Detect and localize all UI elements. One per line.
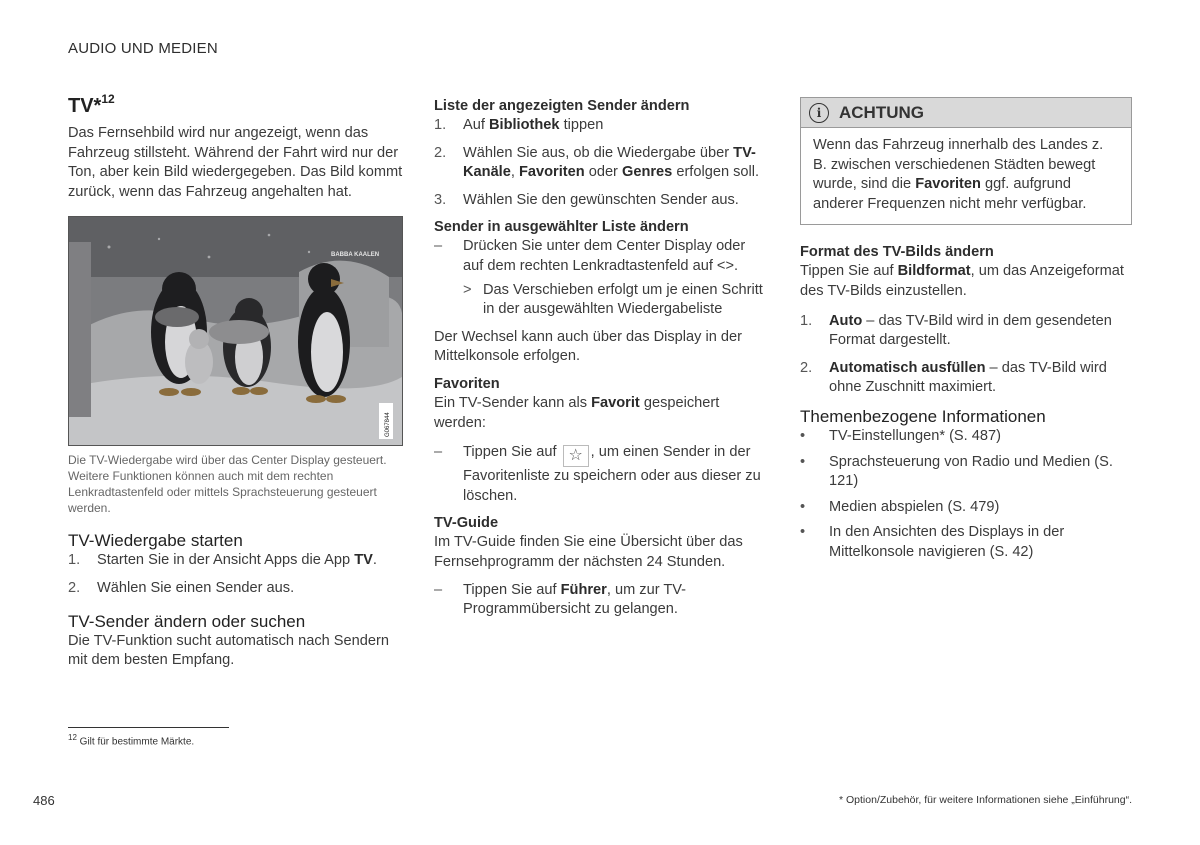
footer-note: * Option/Zubehör, für weitere Informationen siehe „Einführung“. [839, 794, 1132, 806]
warning-title: ACHTUNG [839, 102, 924, 122]
list-item: 2. Wählen Sie aus, ob die Wiedergabe über TV-Kanäle, Favoriten oder Genres erfolgen soll. [434, 144, 760, 181]
list-item: – Drücken Sie unter dem Center Display oder auf dem rechten Lenkradtastenfeld auf <>. > Das Verschieben erfolgt um je einen Schritt in der ausgewählten Wiedergabeliste [434, 237, 769, 319]
star-icon: ☆ [563, 445, 589, 467]
related-link[interactable]: • In den Ansichten des Displays in der Mittelkonsole navigieren (S. 42) [800, 524, 1065, 560]
info-icon: i [809, 103, 829, 123]
heading-list-change: Liste der angezeigten Sender ändern [434, 98, 690, 114]
list-item: 1. Auf Bibliothek tippen [434, 117, 604, 133]
column-3 [800, 97, 1132, 571]
column-2 [434, 97, 769, 628]
penguin-scene-illustration [69, 217, 402, 445]
heading-format: Format des TV-Bilds ändern [800, 244, 994, 261]
footnote-divider [68, 727, 229, 728]
image-caption: Die TV-Wiedergabe wird über das Center Display gesteuert. Weitere Funktionen können auch mit dem rechten Lenkradtastenfeld oder mittels Sprachsteuerung gesteuert werden. [68, 453, 387, 516]
page-title: TV*$^{12}$ [68, 92, 115, 117]
heading-favorites: Favoriten [434, 375, 500, 392]
related-link[interactable]: • TV-Einstellungen* (S. 487) [800, 427, 1001, 444]
heading-related: Themenbezogene Informationen [800, 406, 1046, 426]
list-item: – Tippen Sie auf ☆ , um einen Sender in der Favoritenliste zu speichern oder aus dieser zu löschen. [434, 444, 761, 504]
list-item: 2. Wählen Sie einen Sender aus. [68, 579, 295, 596]
format-paragraph: Tippen Sie auf Bildformat, um das Anzeigeformat des TV-Bilds einzustellen. [800, 263, 1124, 299]
warning-header [801, 98, 1131, 128]
list-item: 2. Automatisch ausfüllen – das TV-Bild wird ohne Zuschnitt maximiert. [800, 359, 1107, 396]
heading-tv-guide: TV-Guide [434, 515, 499, 532]
intro-paragraph: Das Fernsehbild wird nur angezeigt, wenn das Fahrzeug stillsteht. Während der Fahrt wird nur der Ton, aber kein Bild wiedergegeben. Das Bild kommt zurück, wenn das Fahrzeug angehalten hat. [68, 125, 403, 200]
image-code: G067844 [385, 412, 391, 438]
list-item: – Tippen Sie auf Führer, um zur TV-Programmübersicht zu gelangen. [434, 581, 687, 618]
related-link[interactable]: • Sprachsteuerung von Radio und Medien (S. 121) [800, 453, 1113, 490]
section-header: AUDIO UND MEDIEN [68, 40, 218, 57]
heading-selected-list: Sender in ausgewählter Liste ändern [434, 219, 689, 236]
wechsel-paragraph: Der Wechsel kann auch über das Display in der Mittelkonsole erfolgen. [434, 328, 742, 365]
sub-list-item: > Das Verschieben erfolgt um je einen Schritt in der ausgewählten Wiedergabeliste [463, 281, 763, 318]
warning-box [800, 97, 1132, 225]
favorites-paragraph: Ein TV-Sender kann als Favorit gespeichert werden: [434, 394, 720, 431]
warning-body: Wenn das Fahrzeug innerhalb des Landes z. B. zwischen verschiedenen Städten bewegt wurde, sind die Favoriten ggf. aufgrund anderer Frequenzen nicht mehr verfügbar. [813, 137, 1104, 212]
image-watermark: BABBA KAALEN [331, 252, 380, 259]
list-item: 1. Auto – das TV-Bild wird in dem gesendeten Format dargestellt. [800, 312, 1112, 349]
list-item: 1. Starten Sie in der Ansicht Apps die App TV. [68, 552, 377, 569]
related-link[interactable]: • Medien abspielen (S. 479) [800, 498, 1000, 515]
page-number: 486 [33, 793, 55, 808]
tv-screenshot-image [68, 216, 403, 446]
heading-tv-start: TV-Wiedergabe starten [68, 531, 243, 551]
guide-paragraph: Im TV-Guide finden Sie eine Übersicht über das Fernsehprogramm der nächsten 24 Stunden. [434, 534, 743, 570]
change-paragraph: Die TV-Funktion sucht automatisch nach Sendern mit dem besten Empfang. [68, 632, 389, 669]
heading-tv-change: TV-Sender ändern oder suchen [68, 611, 306, 631]
footnote: $^{12}$ Gilt für bestimmte Märkte. [68, 733, 195, 748]
column-1 [68, 92, 403, 679]
list-item: 3. Wählen Sie den gewünschten Sender aus. [434, 191, 739, 208]
